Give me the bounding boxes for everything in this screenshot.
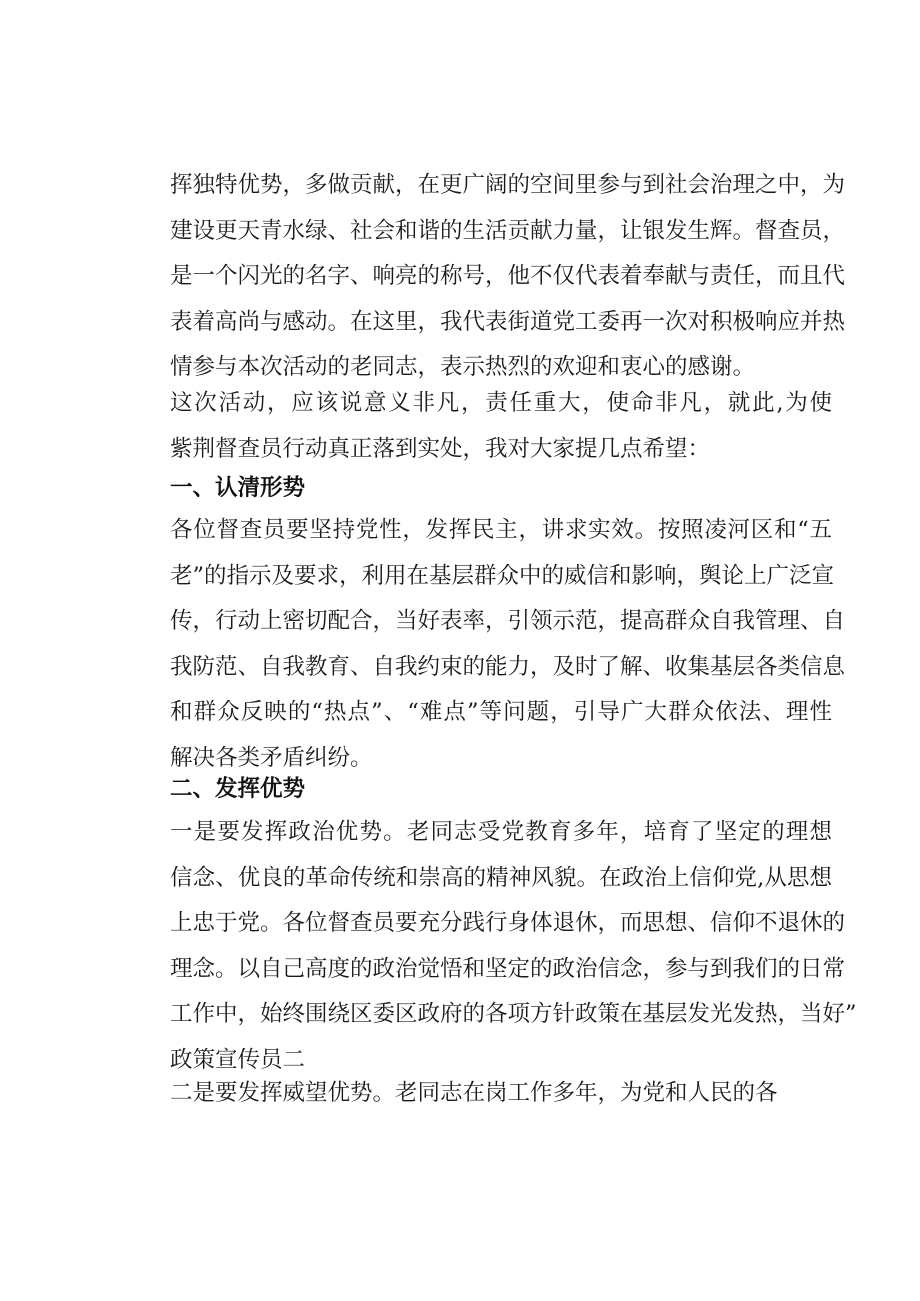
- text-line: 表着高尚与感动。在这里，我代表街道党工委再一次对积极响应并热: [170, 308, 846, 335]
- paragraph-prestige-advantage: [170, 1071, 832, 1117]
- text-line: 和群众反映的“热点”、“难点”等问题，引导广大群众依法、理性: [170, 699, 832, 725]
- text-line: 理念。以自己高度的政治觉悟和坚定的政治信念，参与到我们的日常: [170, 955, 846, 982]
- text-line: 紫荆督查员行动真正落到实处，我对大家提几点希望：: [170, 435, 711, 462]
- text-line: 情参与本次活动的老同志，表示热烈的欢迎和衷心的感谢。: [170, 354, 756, 380]
- paragraph-understand-situation: [170, 508, 846, 781]
- text-line: 信念、优良的革命传统和崇高的精神风貌。在政治上信仰党,从思想: [170, 864, 832, 891]
- text-line: 建设更天青水绿、社会和谐的生活贡献力量，让银发生辉。督查员，: [170, 217, 846, 244]
- section-heading-leverage-advantages: 二、发挥优势: [170, 776, 306, 802]
- text-line: 这次活动，应该说意义非凡，责任重大，使命非凡，就此,为使: [170, 390, 832, 416]
- text-line: 是一个闪光的名字、响亮的称号，他不仅代表着奉献与责任，而且代: [170, 263, 846, 289]
- text-line: 挥独特优势，多做贡献，在更广阔的空间里参与到社会治理之中，为: [170, 172, 846, 198]
- text-line: 工作中，始终围绕区委区政府的各项方针政策在基层发光发热，当好”: [170, 1001, 857, 1027]
- paragraph-activity-intro: [170, 381, 832, 472]
- text-line: 解决各类矛盾纠纷。: [170, 744, 373, 771]
- text-line: 二是要发挥威望优势。老同志在岗工作多年，为党和人民的各: [170, 1080, 778, 1106]
- section-heading-understand-situation: 一、认清形势: [170, 475, 306, 501]
- text-line: 一是要发挥政治优势。老同志受党教育多年，培育了坚定的理想: [170, 819, 832, 845]
- paragraph-political-advantage: [170, 810, 857, 1083]
- text-line: 我防范、自我教育、自我约束的能力，及时了解、收集基层各类信息: [170, 653, 846, 680]
- text-line: 老”的指示及要求，利用在基层群众中的威信和影响，舆论上广泛宣: [170, 562, 835, 589]
- text-line: 传，行动上密切配合，当好表率，引领示范，提高群众自我管理、自: [170, 608, 846, 634]
- paragraph-continuation: [170, 163, 846, 391]
- text-line: 上忠于党。各位督查员要充分践行身体退休，而思想、信仰不退休的: [170, 910, 846, 936]
- text-line: 政策宣传员二: [170, 1046, 306, 1073]
- text-line: 各位督查员要坚持党性，发挥民主，讲求实效。按照凌河区和“五: [170, 517, 832, 543]
